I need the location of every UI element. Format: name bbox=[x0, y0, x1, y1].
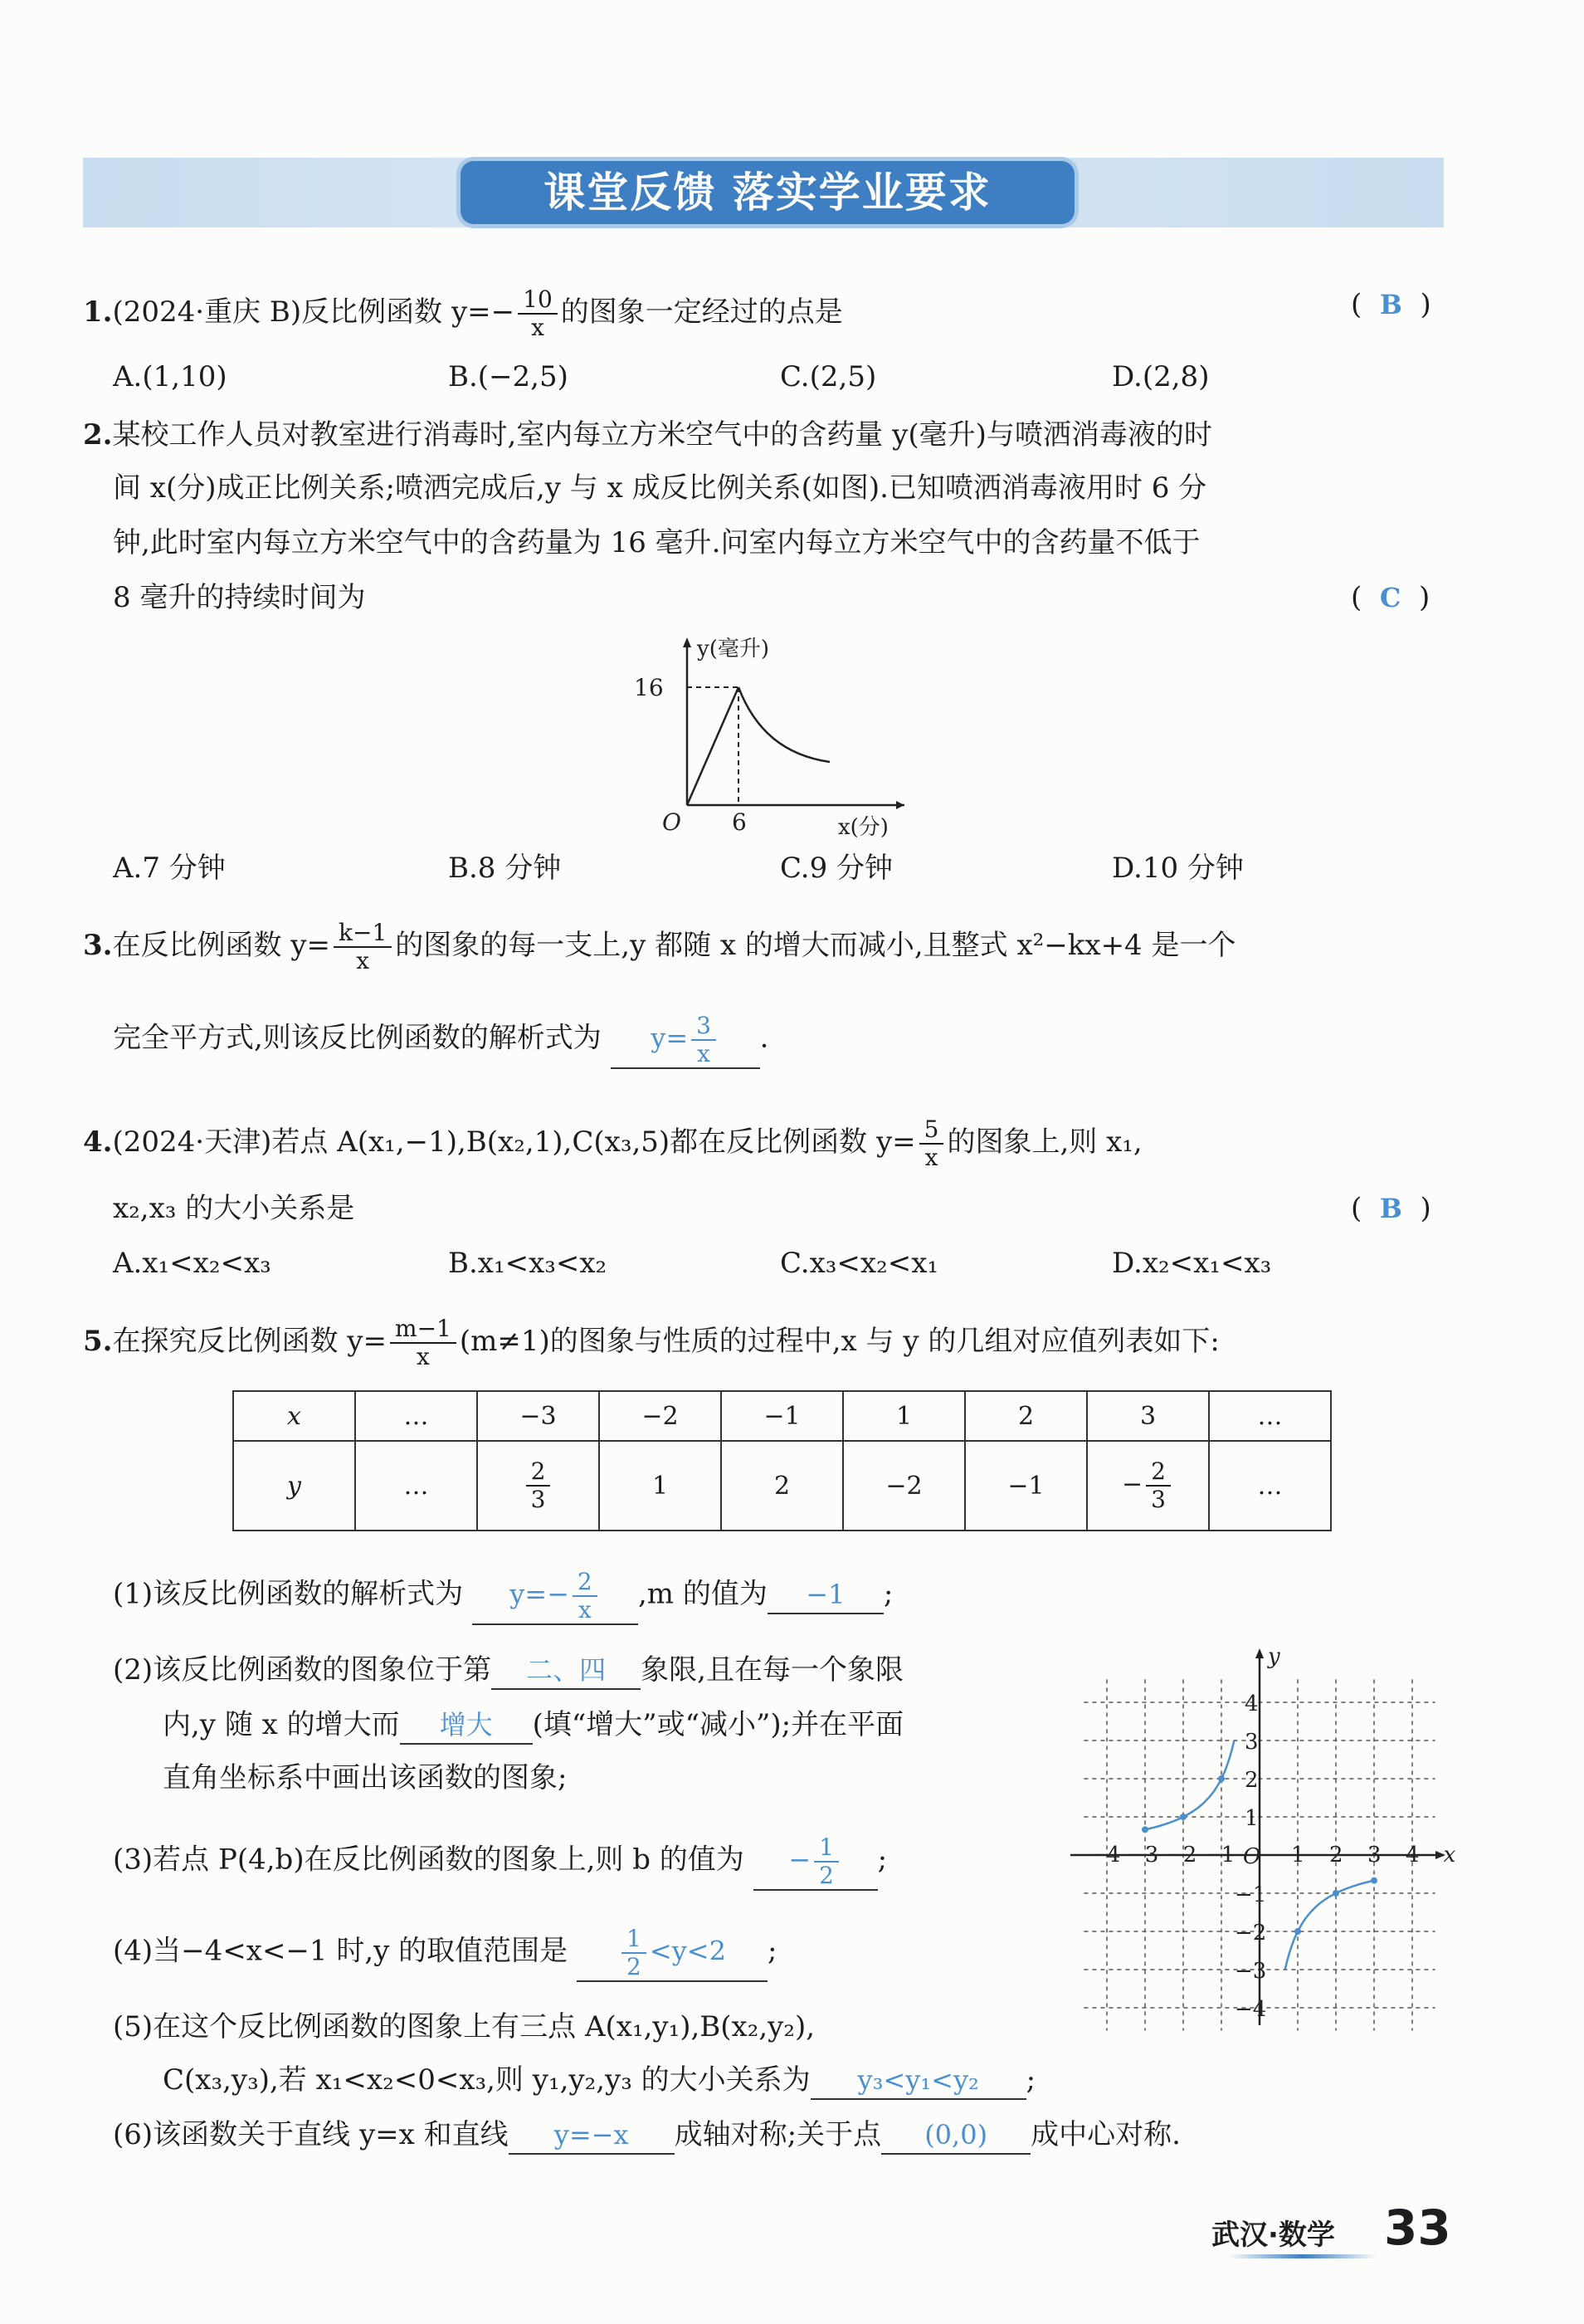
q4-option-d: D.x₂<x₁<x₃ bbox=[1112, 1247, 1272, 1280]
q5-part-2-line-1: (2)该反比例函数的图象位于第 二、四 象限,且在每一个象限 bbox=[113, 1652, 904, 1690]
table-cell: 2 bbox=[965, 1391, 1087, 1441]
q1-option-b: B.(−2,5) bbox=[448, 360, 568, 393]
plotted-point bbox=[1294, 1928, 1301, 1935]
table-cell: … bbox=[1209, 1441, 1331, 1531]
y-tick-label: −4 bbox=[1235, 1997, 1267, 2022]
table-cell: −1 bbox=[965, 1441, 1087, 1531]
y-tick-label: 2 bbox=[1245, 1768, 1259, 1793]
origin-label: O bbox=[662, 808, 681, 836]
q5-part-2-line-2: 内,y 随 x 的增大而 增大 (填“增大”或“减小”);并在平面 bbox=[163, 1706, 904, 1745]
y-tick-label: 3 bbox=[1245, 1730, 1259, 1755]
question-2-line-3: 钟,此时室内每立方米空气中的含药量为 16 毫升.问室内每立方米空气中的含药量不低于 bbox=[113, 526, 1201, 559]
x-axis-arrow bbox=[896, 801, 904, 809]
question-2-line-2: 间 x(分)成正比例关系;喷洒完成后,y 与 x 成反比例关系(如图).已知喷洒消毒液用时 6 分 bbox=[113, 471, 1207, 505]
q5-part-6: (6)该函数关于直线 y=x 和直线 y=−x 成轴对称;关于点 (0,0) 成中心对称. bbox=[113, 2116, 1181, 2155]
grid-tick-labels bbox=[1089, 1644, 1456, 2022]
q3-answer-blank: y= $\frac{3}{x}$ bbox=[611, 1013, 760, 1069]
answer-bracket-1: ( B ) bbox=[1351, 288, 1431, 321]
x-tick-label: 1 bbox=[1291, 1843, 1305, 1868]
table-cell: $\frac{2}{3}$ bbox=[477, 1441, 599, 1531]
plotted-point bbox=[1142, 1826, 1148, 1833]
table-header-x: x bbox=[233, 1391, 355, 1441]
plotted-point bbox=[1333, 1890, 1339, 1897]
question-3-line-2: 完全平方式,则该反比例函数的解析式为 y= $\frac{3}{x}$ . bbox=[113, 1013, 768, 1069]
q2-option-a: A.7 分钟 bbox=[113, 852, 226, 885]
q5-part-1: (1)该反比例函数的解析式为 y=− $\frac{2}{x}$ ,m 的值为 −1 ; bbox=[113, 1569, 893, 1625]
x-tick-label: −2 bbox=[1165, 1843, 1197, 1868]
x-tick-label: −3 bbox=[1127, 1843, 1159, 1868]
x-axis-label: x(分) bbox=[838, 815, 889, 840]
coordinate-grid bbox=[1062, 1643, 1456, 2034]
answer-bracket-2: ( C ) bbox=[1351, 581, 1430, 614]
footer-rule bbox=[1228, 2254, 1377, 2258]
table-cell: 2 bbox=[721, 1441, 843, 1531]
x-tick-label: 2 bbox=[1329, 1843, 1343, 1868]
y-tick-label: 4 bbox=[1245, 1692, 1259, 1716]
table-cell: 1 bbox=[599, 1441, 721, 1531]
table-cell: 3 bbox=[1087, 1391, 1209, 1441]
question-3: 3.在反比例函数 y= $\frac{k-1}{x}$ 的图象的每一支上,y 都随 x 的增大而减小,且整式 x²−kx+4 是一个 bbox=[83, 919, 1236, 975]
q4-option-b: B.x₁<x₃<x₂ bbox=[448, 1247, 607, 1280]
q5-part-3: (3)若点 P(4,b)在反比例函数的图象上,则 b 的值为 − $\frac{1}{2}$ ; bbox=[113, 1834, 887, 1891]
table-cell: −3 bbox=[477, 1391, 599, 1441]
x-tick-label: −4 bbox=[1089, 1843, 1121, 1868]
q5-part-4: (4)当−4<x<−1 时,y 的取值范围是 $\frac{1}{2}$ <y<2 ; bbox=[113, 1926, 777, 1982]
q2-option-b: B.8 分钟 bbox=[448, 852, 562, 885]
y-tick-label: −2 bbox=[1235, 1921, 1267, 1946]
decay-curve bbox=[738, 687, 830, 762]
line-segment bbox=[687, 687, 738, 805]
answer-bracket-4: ( B ) bbox=[1351, 1192, 1431, 1225]
x-axis-label: x bbox=[1443, 1843, 1456, 1868]
x-tick-label: 4 bbox=[1406, 1843, 1420, 1868]
page-number: 33 bbox=[1384, 2200, 1451, 2256]
question-4: 4.(2024·天津)若点 A(x₁,−1),B(x₂,1),C(x₃,5)都在反比例函数 y= $\frac{5}{x}$ 的图象上,则 x₁, bbox=[83, 1116, 1143, 1172]
q1-option-a: A.(1,10) bbox=[113, 360, 227, 393]
q1-option-d: D.(2,8) bbox=[1112, 360, 1210, 393]
q2-graph bbox=[631, 631, 913, 838]
x-tick-label: −1 bbox=[1203, 1843, 1236, 1868]
y-tick-16: 16 bbox=[634, 674, 664, 701]
question-2-line-4: 8 毫升的持续时间为 bbox=[113, 581, 366, 614]
footer-label: 武汉·数学 bbox=[1211, 2219, 1335, 2252]
section-title: 课堂反馈 落实学业要求 bbox=[461, 161, 1075, 224]
y-axis-arrow bbox=[1255, 1648, 1264, 1658]
y-tick-label: −1 bbox=[1235, 1882, 1267, 1907]
q4-option-c: C.x₃<x₂<x₁ bbox=[780, 1247, 939, 1280]
q1-option-c: C.(2,5) bbox=[780, 360, 877, 393]
y-axis-label: y(毫升) bbox=[697, 637, 769, 662]
y-axis-arrow bbox=[683, 637, 691, 647]
xy-value-table bbox=[232, 1390, 1332, 1531]
table-cell: −2 bbox=[599, 1391, 721, 1441]
q2-option-c: C.9 分钟 bbox=[780, 852, 894, 885]
q5-part-2-line-3: 直角坐标系中画出该函数的图象; bbox=[163, 1761, 568, 1794]
x-tick-label: 3 bbox=[1367, 1843, 1382, 1868]
q2-option-d: D.10 分钟 bbox=[1112, 852, 1244, 885]
table-cell: −1 bbox=[721, 1391, 843, 1441]
table-cell: … bbox=[355, 1441, 477, 1531]
table-header-y: y bbox=[233, 1441, 355, 1531]
plotted-point bbox=[1218, 1775, 1225, 1782]
origin-label: O bbox=[1243, 1844, 1261, 1869]
plotted-point bbox=[1180, 1814, 1187, 1820]
x-tick-6: 6 bbox=[732, 808, 747, 836]
question-2-line-1: 2.某校工作人员对教室进行消毒时,室内每立方米空气中的含药量 y(毫升)与喷洒消毒液的时 bbox=[83, 418, 1212, 452]
question-4-line-2: x₂,x₃ 的大小关系是 bbox=[113, 1192, 355, 1225]
question-1: 1.(2024·重庆 B)反比例函数 y=− $\frac{10}{x}$ 的图象一定经过的点是 bbox=[83, 286, 843, 342]
table-cell: 1 bbox=[843, 1391, 965, 1441]
table-cell: … bbox=[355, 1391, 477, 1441]
plotted-point bbox=[1371, 1877, 1377, 1884]
q5-part-5-line-2: C(x₃,y₃),若 x₁<x₂<0<x₃,则 y₁,y₂,y₃ 的大小关系为 y₃<y₁<y₂ ; bbox=[163, 2062, 1036, 2100]
q5-part-5-line-1: (5)在这个反比例函数的图象上有三点 A(x₁,y₁),B(x₂,y₂), bbox=[113, 2010, 816, 2043]
q4-option-a: A.x₁<x₂<x₃ bbox=[113, 1247, 271, 1280]
y-axis-label: y bbox=[1268, 1644, 1280, 1669]
table-cell: − $\frac{2}{3}$ bbox=[1087, 1441, 1209, 1531]
y-tick-label: 1 bbox=[1245, 1806, 1259, 1831]
table-cell: −2 bbox=[843, 1441, 965, 1531]
table-cell: … bbox=[1209, 1391, 1331, 1441]
y-tick-label: −3 bbox=[1235, 1959, 1267, 1984]
question-5: 5.在探究反比例函数 y= $\frac{m-1}{x}$ (m≠1)的图象与性质的过程中,x 与 y 的几组对应值列表如下: bbox=[83, 1315, 1220, 1371]
